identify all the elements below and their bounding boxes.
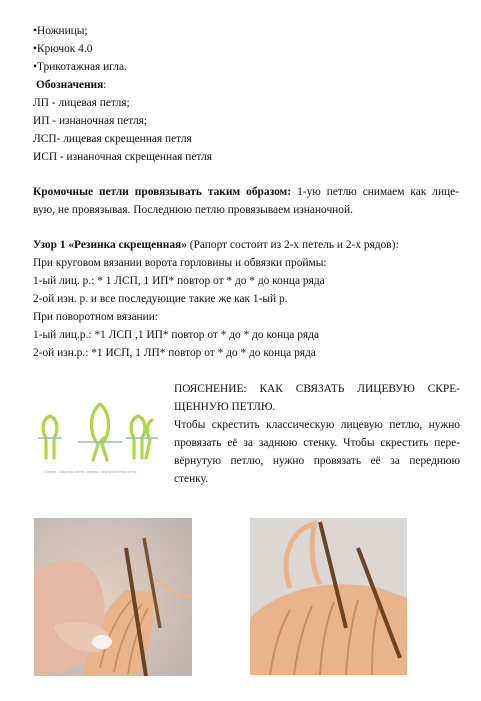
knitting-photo-closeup	[250, 518, 407, 675]
illustration-caption: Стежки - обычная петля, справа - перекрученная петля	[44, 470, 137, 474]
pattern-row: 1-ый лиц.р.: *1 ЛСП ,1 ИП* повтор от * до * до конца ряда	[33, 329, 319, 341]
edge-text: 1-ую петлю снимаем как лице-	[291, 186, 460, 198]
legend-item: ЛП - лицевая петля;	[33, 97, 130, 109]
pattern-row: 1-ый лиц. р.: * 1 ЛСП, 1 ИП* повтор от * до * до конца ряда	[33, 275, 325, 287]
legend-item: ИСП - изнаночная скрещенная петля	[33, 151, 213, 163]
legend-item: ИП - изнаночная петля;	[33, 115, 148, 127]
knitting-photo-hand	[34, 518, 192, 676]
pattern-round-intro: При круговом вязании ворота горловины и обвязки проймы:	[33, 257, 327, 269]
plain-loop-icon	[131, 416, 145, 458]
materials-item: •Ножницы;	[33, 25, 88, 37]
explanation-line: Чтобы скрестить классическую лицевую петлю, нужно	[174, 419, 460, 431]
stitch-loops-illustration	[38, 398, 158, 468]
explanation-line: стенку.	[174, 473, 208, 485]
explanation-line: ЩЕННУЮ ПЕТЛЮ.	[174, 401, 276, 413]
pattern-row: 2-ой изн. р. и все последующие такие же как 1-ый р.	[33, 293, 288, 305]
edge-paragraph-line: вую, не провязывая. Последнюю петлю провязываем изнаночной.	[33, 204, 353, 216]
pattern-heading	[33, 238, 399, 253]
plain-loop-icon	[43, 416, 57, 458]
legend-heading	[36, 78, 106, 93]
legend-title-suffix: :	[103, 79, 107, 91]
pattern-flat-intro: При поворотном вязании:	[33, 311, 158, 323]
pattern-title: Узор 1 «Резинка скрещенная»	[33, 239, 187, 251]
pattern-title-rest: (Рапорт состоит из 2-х петель и 2-х рядов):	[186, 239, 399, 251]
crossed-loop-icon	[146, 420, 152, 458]
crossed-loop-icon	[92, 404, 109, 460]
edge-label: Кромочные петли провязывать таким образом:	[33, 186, 292, 198]
explanation-line: провязать её за заднюю стенку. Чтобы скрестить пере-	[174, 437, 460, 449]
explanation-line: ПОЯСНЕНИЕ: КАК СВЯЗАТЬ ЛИЦЕВУЮ СКРЕ-	[174, 383, 460, 395]
explanation-line: вёрнутую петлю, нужно провязать её за переднюю	[174, 455, 460, 467]
legend-title: Обозначения	[36, 79, 104, 91]
pattern-row: 2-ой изн.р.: *1 ИСП, 1 ЛП* повтор от * до * до конца ряда	[33, 347, 316, 359]
materials-item: •Крючок 4.0	[33, 43, 93, 55]
legend-item: ЛСП- лицевая скрещенная петля	[33, 133, 192, 145]
materials-item: •Трикотажная игла.	[33, 61, 127, 73]
